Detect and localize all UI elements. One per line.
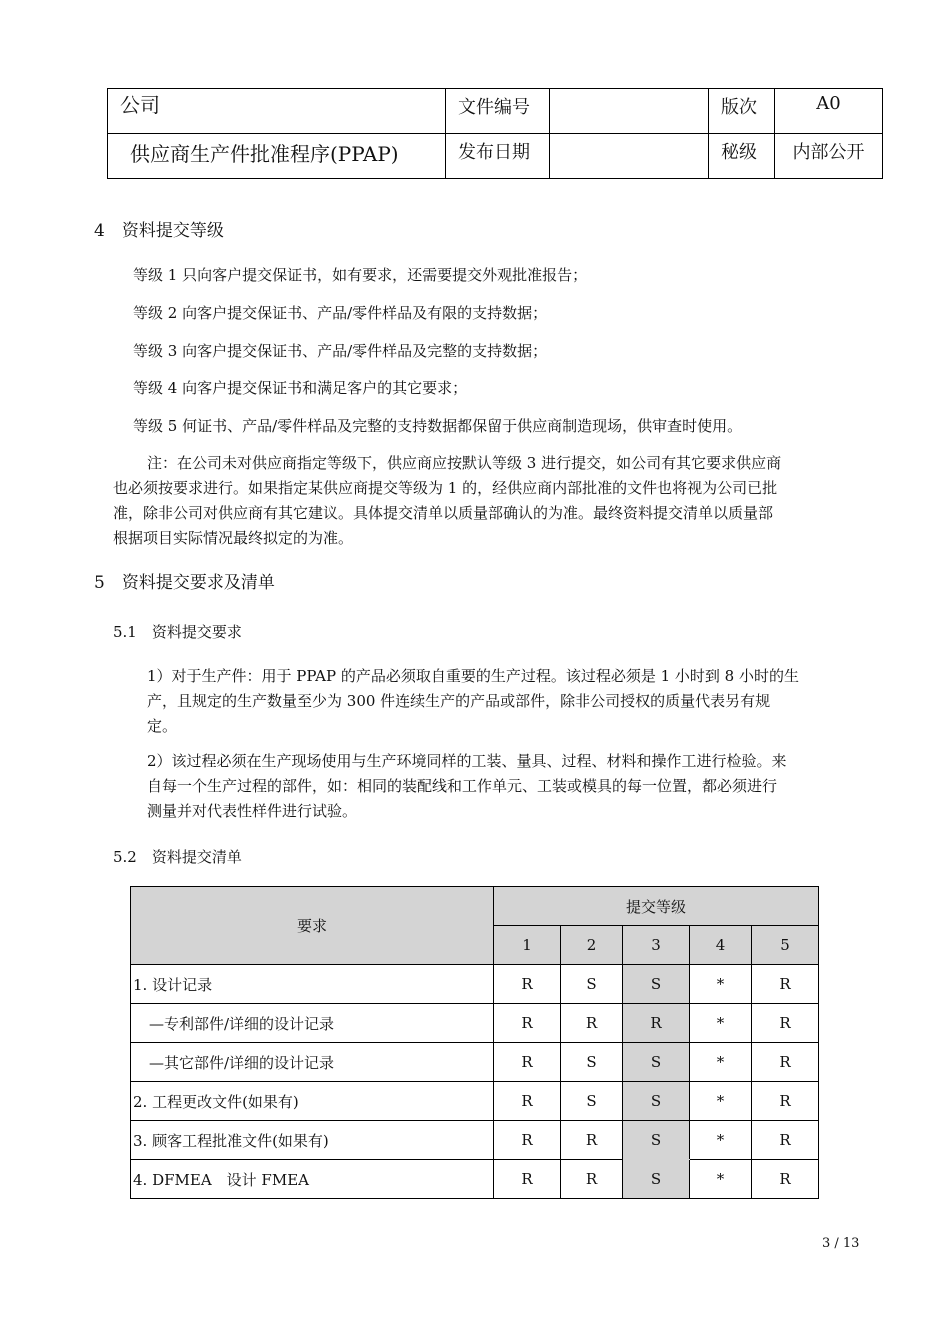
row-label: —其它部件/详细的设计记录: [131, 1043, 494, 1082]
row-label: 3. 顾客工程批准文件(如果有): [131, 1121, 494, 1160]
level-5-value: R: [752, 965, 819, 1004]
level-4-value: *: [690, 1121, 752, 1160]
req2-line-3: 测量并对代表性样件进行试验。: [147, 802, 358, 820]
level-2-value: R: [561, 1160, 623, 1199]
table-row: [131, 1004, 819, 1043]
level-5-value: R: [752, 1121, 819, 1160]
table-row: [131, 1082, 819, 1121]
note-line-3: 准，除非公司对供应商有其它建议。具体提交清单以质量部确认的为准。最终资料提交清单以质量部: [113, 504, 774, 522]
submission-level-header: 提交等级: [494, 887, 819, 926]
submission-table: [130, 886, 819, 1199]
level-2-item: 等级 2 向客户提交保证书、产品/零件样品及有限的支持数据；: [133, 304, 548, 322]
req1-line-1: 1）对于生产件：用于 PPAP 的产品必须取自重要的生产过程。该过程必须是 1 小时到 8 小时的生: [147, 667, 799, 685]
level-3-value: S: [623, 1160, 690, 1199]
level-4-value: *: [690, 1043, 752, 1082]
doc-no-label: 文件编号: [458, 97, 530, 118]
level-col-1: 1: [494, 926, 561, 965]
level-3-value: S: [623, 1043, 690, 1082]
level-3-item: 等级 3 向客户提交保证书、产品/零件样品及完整的支持数据；: [133, 342, 548, 360]
level-4-value: *: [690, 1082, 752, 1121]
level-1-value: R: [494, 1043, 561, 1082]
req1-line-2: 产，且规定的生产数量至少为 300 件连续生产的产品或部件，除非公司授权的质量代表另有规: [147, 692, 771, 710]
level-5-value: R: [752, 1160, 819, 1199]
level-4-item: 等级 4 向客户提交保证书和满足客户的其它要求；: [133, 379, 468, 397]
level-2-value: R: [561, 1121, 623, 1160]
section-4-title: 4 资料提交等级: [94, 221, 224, 241]
note-line-4: 根据项目实际情况最终拟定的为准。: [113, 529, 354, 547]
level-3-value: R: [623, 1004, 690, 1043]
level-4-value: *: [690, 1160, 752, 1199]
level-5-value: R: [752, 1082, 819, 1121]
row-label: 4. DFMEA 设计 FMEA: [131, 1160, 494, 1199]
version-label: 版次: [721, 97, 757, 118]
page-number: 3 / 13: [822, 1236, 860, 1251]
doc-title-cell: [108, 134, 446, 179]
level-5-value: R: [752, 1043, 819, 1082]
table-row: [131, 965, 819, 1004]
doc-no-label-cell: [446, 89, 550, 134]
table-row: [131, 1043, 819, 1082]
level-3-value: S: [623, 1121, 690, 1160]
level-1-item: 等级 1 只向客户提交保证书，如有要求，还需要提交外观批准报告；: [133, 266, 588, 284]
section-5-1-title: 5.1 资料提交要求: [113, 623, 242, 641]
requirement-header: 要求: [131, 887, 494, 965]
level-1-value: R: [494, 1121, 561, 1160]
level-1-value: R: [494, 1160, 561, 1199]
req2-line-2: 自每一个生产过程的部件，如：相同的装配线和工作单元、工装或模具的每一位置，都必须进行: [147, 777, 778, 795]
level-1-value: R: [494, 1004, 561, 1043]
level-4-value: *: [690, 965, 752, 1004]
level-col-5: 5: [752, 926, 819, 965]
level-col-4: 4: [690, 926, 752, 965]
level-2-value: S: [561, 1082, 623, 1121]
section-5-2-title: 5.2 资料提交清单: [113, 848, 242, 866]
level-2-value: S: [561, 965, 623, 1004]
note-line-2: 也必须按要求进行。如果指定某供应商提交等级为 1 的，经供应商内部批准的文件也将视为公司已批: [113, 479, 778, 497]
version-value-cell: [775, 89, 883, 134]
secrecy-value: 内部公开: [792, 142, 865, 163]
level-1-value: R: [494, 965, 561, 1004]
section-5-title: 5 资料提交要求及清单: [94, 573, 275, 593]
row-label: 2. 工程更改文件(如果有): [131, 1082, 494, 1121]
issue-date-label-cell: [446, 134, 550, 179]
level-1-value: R: [494, 1082, 561, 1121]
secrecy-label-cell: [709, 134, 775, 179]
level-2-value: R: [561, 1004, 623, 1043]
issue-date-value: [550, 134, 708, 138]
document-header-table: [107, 88, 883, 179]
doc-no-value-cell: [550, 89, 709, 134]
req2-line-1: 2）该过程必须在生产现场使用与生产环境同样的工装、量具、过程、材料和操作工进行检验。来: [147, 752, 787, 770]
doc-title: 供应商生产件批准程序(PPAP): [130, 142, 399, 166]
req1-line-3: 定。: [147, 717, 178, 735]
level-5-item: 等级 5 何证书、产品/零件样品及完整的支持数据都保留于供应商制造现场，供审查时使用。: [133, 417, 743, 435]
issue-date-value-cell: [550, 134, 709, 179]
company-cell: [108, 89, 446, 134]
row-label: —专利部件/详细的设计记录: [131, 1004, 494, 1043]
level-5-value: R: [752, 1004, 819, 1043]
table-row: [131, 1121, 819, 1160]
level-col-2: 2: [561, 926, 623, 965]
note-line-1: 注：在公司未对供应商指定等级下，供应商应按默认等级 3 进行提交，如公司有其它要求供应商: [147, 454, 782, 472]
level-4-value: *: [690, 1004, 752, 1043]
secrecy-value-cell: [775, 134, 883, 179]
level-col-3: 3: [623, 926, 690, 965]
level-3-value: S: [623, 1082, 690, 1121]
version-label-cell: [709, 89, 775, 134]
issue-date-label: 发布日期: [458, 142, 530, 163]
table-row: [131, 1160, 819, 1199]
level-3-value: S: [623, 965, 690, 1004]
level-2-value: S: [561, 1043, 623, 1082]
doc-no-value: [550, 89, 708, 93]
company-name: 公司: [120, 93, 160, 117]
secrecy-label: 秘级: [721, 142, 757, 163]
version-value: A0: [816, 93, 841, 114]
row-label: 1. 设计记录: [131, 965, 494, 1004]
